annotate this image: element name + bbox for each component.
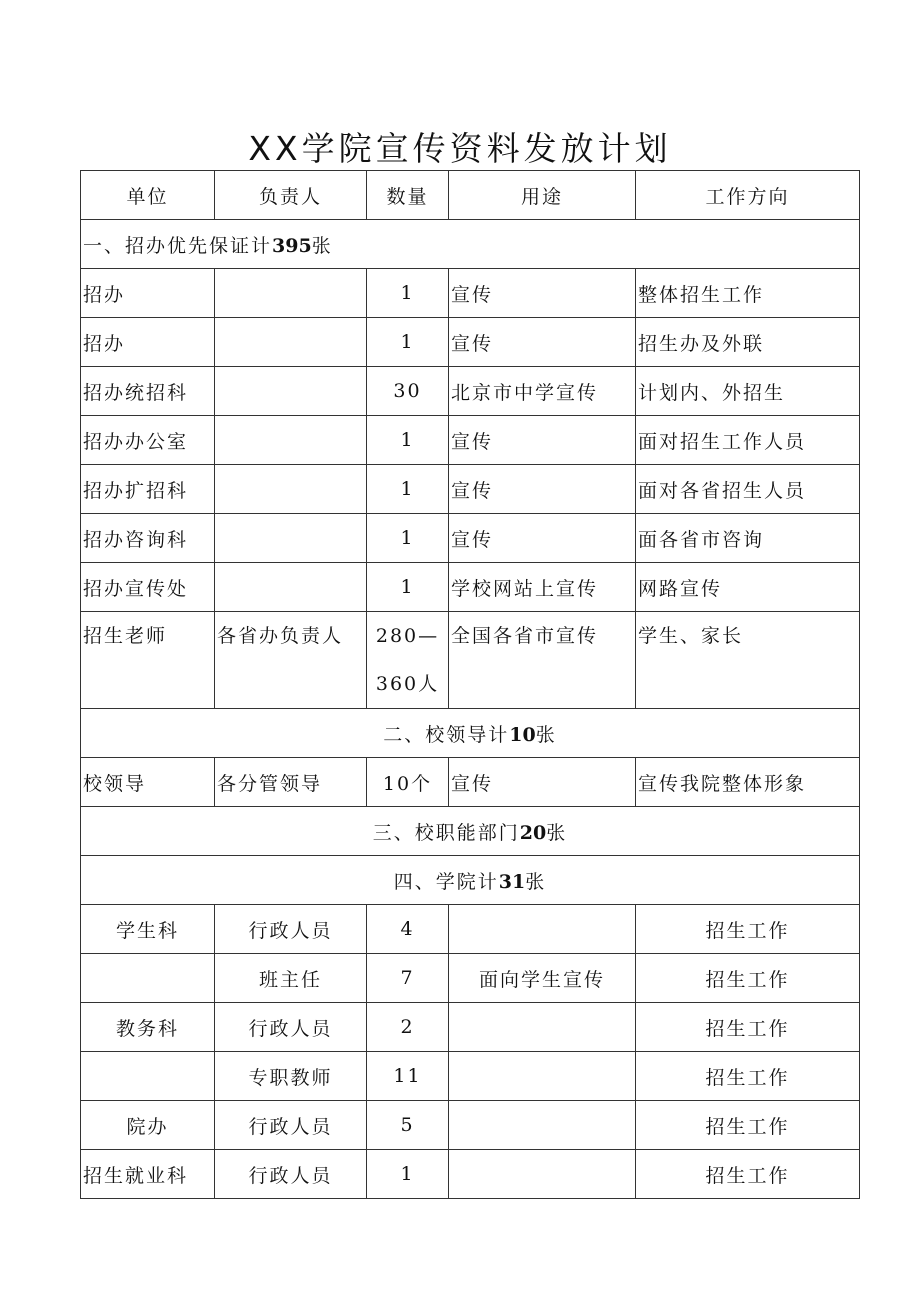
cell-quantity: 5 [367, 1101, 449, 1150]
header-use: 用途 [449, 171, 636, 220]
cell-unit: 招办咨询科 [81, 514, 215, 563]
cell-use: 宣传 [449, 514, 636, 563]
cell-use: 宣传 [449, 318, 636, 367]
section-2-prefix: 二、校领导计 [383, 723, 510, 746]
cell-use: 学校网站上宣传 [449, 563, 636, 612]
cell-quantity [367, 612, 449, 709]
cell-direction: 招生工作 [636, 1150, 860, 1199]
cell-person [215, 514, 367, 563]
cell-use: 面向学生宣传 [449, 954, 636, 1003]
table-row [81, 563, 860, 612]
header-row [81, 171, 860, 220]
cell-person: 各省办负责人 [215, 612, 367, 709]
table-row [81, 1150, 860, 1199]
section-1-prefix: 一、招办优先保证计 [83, 234, 273, 257]
cell-use: 北京市中学宣传 [449, 367, 636, 416]
cell-unit [81, 954, 215, 1003]
cell-person: 行政人员 [215, 1150, 367, 1199]
cell-use [449, 1101, 636, 1150]
cell-direction: 招生工作 [636, 1101, 860, 1150]
section-4-prefix: 四、学院计 [393, 870, 499, 893]
cell-quantity: 1 [367, 318, 449, 367]
cell-person: 行政人员 [215, 1101, 367, 1150]
cell-direction: 面对各省招生人员 [636, 465, 860, 514]
cell-use: 宣传 [449, 416, 636, 465]
cell-direction: 招生办及外联 [636, 318, 860, 367]
table-row [81, 1101, 860, 1150]
section-3-prefix: 三、校职能部门 [372, 821, 520, 844]
cell-unit: 教务科 [81, 1003, 215, 1052]
cell-person [215, 465, 367, 514]
cell-person [215, 367, 367, 416]
cell-unit: 招生老师 [81, 612, 215, 709]
section-4-heading [81, 856, 860, 905]
section-row-3 [81, 807, 860, 856]
document-title: XX学院宣传资料发放计划 [248, 129, 672, 168]
section-1-heading [81, 220, 860, 269]
table-row [81, 514, 860, 563]
cell-quantity: 1 [367, 514, 449, 563]
cell-person: 专职教师 [215, 1052, 367, 1101]
cell-use: 全国各省市宣传 [449, 612, 636, 709]
cell-direction: 招生工作 [636, 954, 860, 1003]
section-3-suffix: 张 [546, 821, 568, 844]
cell-unit: 招办 [81, 318, 215, 367]
table-row [81, 465, 860, 514]
table-row [81, 318, 860, 367]
cell-direction: 宣传我院整体形象 [636, 758, 860, 807]
cell-quantity: 2 [367, 1003, 449, 1052]
quantity-line-2: 360人 [375, 673, 440, 695]
section-row-2 [81, 709, 860, 758]
cell-use: 宣传 [449, 465, 636, 514]
cell-use [449, 905, 636, 954]
cell-unit: 招办办公室 [81, 416, 215, 465]
cell-unit [81, 1052, 215, 1101]
cell-use [449, 1003, 636, 1052]
cell-use [449, 1150, 636, 1199]
table-row [81, 954, 860, 1003]
cell-unit: 招办扩招科 [81, 465, 215, 514]
table-row [81, 269, 860, 318]
table-row [81, 367, 860, 416]
cell-quantity: 1 [367, 269, 449, 318]
cell-direction: 招生工作 [636, 1052, 860, 1101]
header-unit: 单位 [81, 171, 215, 220]
cell-quantity: 10个 [367, 758, 449, 807]
table-row [81, 1003, 860, 1052]
cell-unit: 招生就业科 [81, 1150, 215, 1199]
cell-quantity: 4 [367, 905, 449, 954]
section-3-heading [81, 807, 860, 856]
cell-direction: 计划内、外招生 [636, 367, 860, 416]
cell-unit: 招办统招科 [81, 367, 215, 416]
cell-direction: 整体招生工作 [636, 269, 860, 318]
cell-use: 宣传 [449, 269, 636, 318]
cell-person: 班主任 [215, 954, 367, 1003]
cell-unit: 校领导 [81, 758, 215, 807]
cell-unit: 学生科 [81, 905, 215, 954]
cell-person: 行政人员 [215, 1003, 367, 1052]
table-row [81, 1052, 860, 1101]
cell-unit: 招办宣传处 [81, 563, 215, 612]
section-1-number: 395 [272, 234, 312, 257]
section-2-suffix: 张 [535, 723, 557, 746]
cell-person [215, 269, 367, 318]
cell-unit: 院办 [81, 1101, 215, 1150]
header-quantity: 数量 [367, 171, 449, 220]
cell-person [215, 563, 367, 612]
cell-unit: 招办 [81, 269, 215, 318]
distribution-plan-table [80, 170, 860, 1199]
cell-quantity: 11 [367, 1052, 449, 1101]
cell-quantity: 1 [367, 416, 449, 465]
cell-direction: 招生工作 [636, 905, 860, 954]
cell-quantity: 1 [367, 465, 449, 514]
teacher-row [81, 612, 860, 709]
cell-quantity: 1 [367, 563, 449, 612]
cell-use: 宣传 [449, 758, 636, 807]
section-3-number: 20 [519, 821, 547, 844]
section-4-suffix: 张 [525, 870, 547, 893]
section-2-number: 10 [509, 723, 536, 746]
cell-person [215, 318, 367, 367]
table-row [81, 905, 860, 954]
header-person: 负责人 [215, 171, 367, 220]
cell-person: 各分管领导 [215, 758, 367, 807]
cell-direction: 面各省市咨询 [636, 514, 860, 563]
section-row-4 [81, 856, 860, 905]
cell-quantity: 30 [367, 367, 449, 416]
cell-use [449, 1052, 636, 1101]
header-direction: 工作方向 [636, 171, 860, 220]
cell-person [215, 416, 367, 465]
section-2-heading [81, 709, 860, 758]
cell-quantity: 7 [367, 954, 449, 1003]
cell-direction: 网路宣传 [636, 563, 860, 612]
section-row-1 [81, 220, 860, 269]
cell-direction: 学生、家长 [636, 612, 860, 709]
cell-direction: 招生工作 [636, 1003, 860, 1052]
table-row [81, 416, 860, 465]
quantity-line-1: 280— [375, 625, 440, 647]
section-1-suffix: 张 [311, 234, 333, 257]
leader-row [81, 758, 860, 807]
cell-quantity: 1 [367, 1150, 449, 1199]
section-4-number: 31 [498, 870, 526, 893]
cell-person: 行政人员 [215, 905, 367, 954]
cell-direction: 面对招生工作人员 [636, 416, 860, 465]
